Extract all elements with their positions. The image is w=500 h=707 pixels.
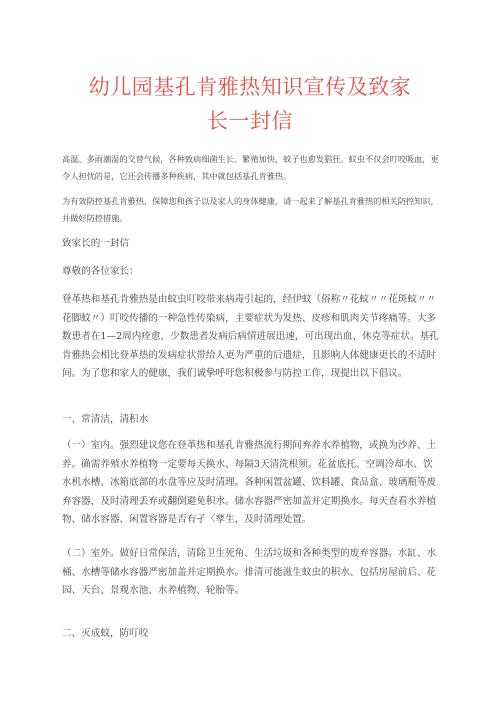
body-paragraph-1: 登革热和基孔肯雅热是由蚊虫叮咬带来病毒引起的，经伊蚊（俗称〃花蚊〃〃花斑蚊〃〃花脚蚊〃）叮咬传播的一种急性传染病，主要症状为发热、皮疹和肌肉关节疼痛等。大多数患者在1—2周内痊愈，少数患者发病后病情进展迅速，可出现出血、休克等症状。基孔肯雅热会相比登革热的发病症状带给人更为严重的后遗症，且影响人体健康更长的不适时间。为了您和家人的健康，我们诚挚呼吁您积极参与防控工作，现提出以下倡议。 xyxy=(62,294,439,379)
document-title-line-2: 长一封信 xyxy=(207,109,293,133)
intro-paragraph-1: 高温、多雨潮湿的交替气候，各种致病细菌生长、繁殖加快，蚊子也愈发猖狂。蚊虫不仅会叮咬吸血，更令人担忧的是，它还会传播多种疾病，其中就包括基孔肯雅热。 xyxy=(62,154,439,181)
section-1-paragraph-2: （二）室外。做好日常保洁，清除卫生死角、生活垃圾和各种类型的废弃容器。水缸、水桶、水槽等储水容器严密加盖并定期换水。排清可能滋生蚊虫的积水、包括房屋前后、花园、天台、景观水池、水养植物、轮胎等。 xyxy=(62,548,437,596)
section-1-heading: 一、常清洁，清积水 xyxy=(62,414,149,425)
letter-greeting: 尊敬的各位家长： xyxy=(62,266,139,277)
section-1-paragraph-1: （一）室内。强烈建议您在登革热和基孔肯雅热流行期间弃养水养植物，或换为沙养、土养。确需养殖水养植物一定要每天换水、每隔3天清洗根须。花盆底托、空调冷却水、饮水机水槽、冰箱底部的水盘等应及时清理。各种闲置盆罐、饮料罐、食品盒、玻璃瓶等废弃容器，及时清理丢弃或翻倒避免积水。储水容器严密加盖并定期换水。每天查看水养植物、储水容器、闲置容器是否有孑〈孳生，及时清理处置。 xyxy=(62,440,437,525)
letter-heading: 致家长的一封信 xyxy=(62,238,130,249)
intro-paragraph-2: 为有效防控基孔肯雅热，保障您和孩子以及家人的身体健康，请一起来了解基孔肯雅热的相关防控知识，并做好防控措施。 xyxy=(62,196,439,223)
document-title-line-1: 幼儿园基孔肯雅热知识宣传及致家 xyxy=(88,75,412,99)
section-2-heading: 二、灭成蚊，防叮咬 xyxy=(62,628,149,639)
